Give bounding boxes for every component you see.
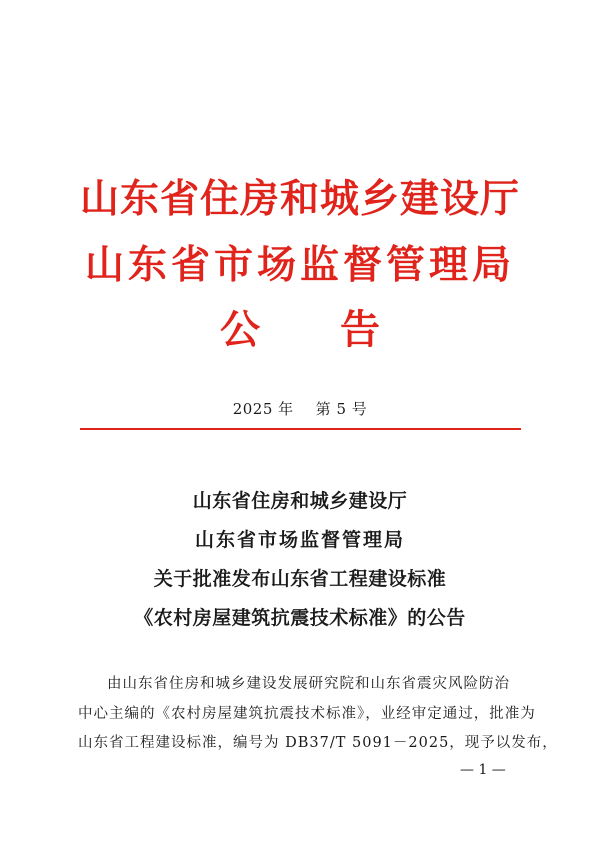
body-line-3: 山东省工程建设标准，编号为 DB37/T 5091－2025，现予以发布， — [78, 735, 558, 751]
document-number — [0, 398, 600, 419]
title-line-4: 《农村房屋建筑抗震技术标准》的公告 — [134, 607, 466, 629]
document-year: 2025 年 — [232, 400, 294, 418]
red-divider — [80, 428, 521, 430]
body-line-2: 中心主编的《农村房屋建筑抗震技术标准》，业经审定通过，批准为 — [78, 706, 536, 722]
issuer-line-1: 山东省住房和城乡建设厅 — [79, 176, 520, 222]
body-line-1: 由山东省住房和城乡建设发展研究院和山东省震灾风险防治 — [107, 676, 510, 692]
document-type: 公告 — [220, 306, 460, 353]
issuer-line-2: 山东省市场监督管理局 — [84, 242, 515, 288]
title-line-1: 山东省住房和城乡建设厅 — [192, 490, 408, 512]
page-number: — 1 — — [460, 762, 506, 778]
title-line-2: 山东省市场监督管理局 — [194, 529, 405, 551]
title-line-3: 关于批准发布山东省工程建设标准 — [153, 568, 447, 590]
document-sequence: 第 5 号 — [315, 400, 368, 418]
